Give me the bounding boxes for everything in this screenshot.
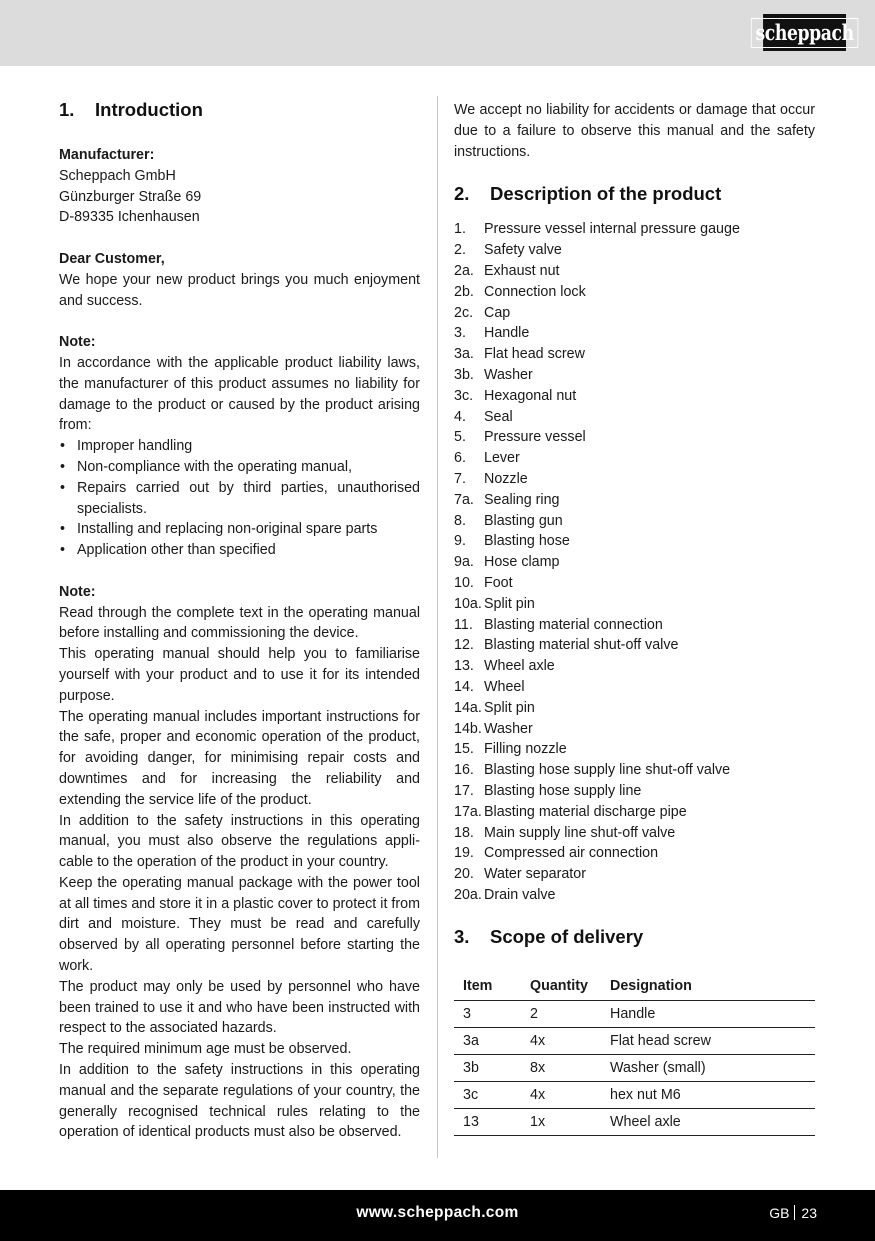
list-item [454,677,815,698]
part-name: Split pin [484,699,535,716]
part-number: 8. [454,512,466,529]
column-header: Quantity [521,973,601,1001]
list-item [454,386,815,407]
part-name: Compressed air connection [484,845,659,862]
scope-of-delivery-table [454,973,815,1136]
list-item: • Installing and replacing non-original spare parts [60,521,378,538]
part-name: Pressure vessel [484,429,586,446]
part-name: Hose clamp [484,554,560,571]
part-number: 20a. [454,886,482,903]
part-number: 20. [454,866,474,883]
paragraph: The operating manual includes important instructions for the safe, proper and economic operation of the product, for avoiding danger, for minimising repair costs and downtimes and for increasing the reliability and extending the service life of the product. [59,708,420,808]
list-item [454,511,815,532]
list-item [454,344,815,365]
part-number: 3a. [454,346,474,363]
part-name: Wheel [484,678,525,695]
language-code: GB [769,1205,790,1221]
part-number: 4. [454,408,466,425]
dear-customer-text: We hope your new product brings you much enjoyment and success. [59,271,420,309]
list-item [454,635,815,656]
table-cell: 2 [521,1000,601,1027]
part-name: Flat head screw [484,346,585,363]
part-number: 16. [454,762,474,779]
part-number: 5. [454,429,466,446]
list-item: • Application other than specified [60,542,276,559]
list-item: • Repairs carried out by third parties, unauthorised specialists. [60,479,420,517]
part-name: Blasting material shut-off valve [484,637,679,654]
part-name: Connection lock [484,283,586,300]
table-row [454,1108,815,1135]
part-number: 14. [454,678,474,695]
part-number: 2c. [454,304,474,321]
part-number: 9. [454,533,466,550]
table-row [454,1027,815,1054]
paragraph: In addition to the safety instructions in this operating manual and the separate regulations of your country, the generally recognised technical rules relating to the operation of identical products must also be observed. [59,1062,420,1141]
table-cell: 4x [521,1081,601,1108]
part-number: 1. [454,221,466,238]
table-cell: 1x [521,1108,601,1135]
part-number: 14a. [454,699,482,716]
part-number: 3c. [454,387,474,404]
list-item [454,615,815,636]
part-number: 9a. [454,554,474,571]
part-name: Lever [484,450,520,467]
table-cell: 3 [454,1000,521,1027]
table-cell: 3c [454,1081,521,1108]
list-item [454,469,815,490]
list-item: • Improper handling [60,438,193,455]
list-item [454,739,815,760]
list-item [454,282,815,303]
list-item [454,531,815,552]
column-header: Item [454,973,521,1001]
part-name: Water separator [484,866,586,883]
website-link[interactable]: www.scheppach.com [356,1204,519,1221]
liability-bullet-list [59,436,420,561]
right-column [454,100,815,1136]
table-cell: Washer (small) [601,1054,815,1081]
list-item [454,843,815,864]
table-row [454,1081,815,1108]
page-number: 23 [801,1205,817,1221]
part-name: Washer [484,720,533,737]
dear-customer-label: Dear Customer, [59,250,165,267]
part-number: 11. [454,616,473,633]
table-cell: 8x [521,1054,601,1081]
part-number: 13. [454,658,474,675]
part-number: 2b. [454,283,474,300]
list-item [454,823,815,844]
part-number: 7. [454,470,466,487]
note-label: Note: [59,583,96,600]
list-item [454,323,815,344]
part-name: Cap [484,304,511,321]
part-name: Main supply line shut-off valve [484,824,676,841]
list-item [454,594,815,615]
part-name: Drain valve [484,886,556,903]
part-name: Split pin [484,595,535,612]
part-number: 2a. [454,262,474,279]
table-cell: Wheel axle [601,1108,815,1135]
part-name: Blasting gun [484,512,563,529]
part-name: Blasting material connection [484,616,663,633]
list-item [454,781,815,802]
header-bar [0,0,875,66]
table-cell: 3b [454,1054,521,1081]
list-item [454,240,815,261]
part-number: 17a. [454,803,482,820]
column-header: Designation [601,973,815,1001]
part-number: 10. [454,574,474,591]
manufacturer-label: Manufacturer: [59,147,155,163]
list-item [454,719,815,740]
part-name: Foot [484,574,513,591]
part-number: 18. [454,824,474,841]
paragraph: The required minimum age must be observed. [59,1041,352,1058]
paragraph: In addition to the safety instructions in this operating manual, you must also observe the regulations applicable to the operation of the product in your country. [59,812,420,871]
list-item [454,365,815,386]
part-name: Filling nozzle [484,741,567,758]
table-row [454,1000,815,1027]
part-number: 19. [454,845,474,862]
paragraph: This operating manual should help you to familiarise yourself with your product and to use it for its intended purpose. [59,646,420,704]
list-item [454,219,815,240]
part-name: Safety valve [484,242,562,259]
section-heading-introduction: 1. Introduction [59,99,203,120]
part-number: 3b. [454,366,474,383]
part-name: Wheel axle [484,658,555,675]
paragraph: The product may only be used by personnel who have been trained to use it and who have been instructed with respect to the associated hazards. [59,978,420,1037]
scheppach-logo: scheppach [763,14,846,51]
section-heading-scope: 3. Scope of delivery [454,925,644,947]
section-heading-description: 2. Description of the product [454,183,722,205]
table-row [454,1054,815,1081]
part-number: 10a. [454,595,482,612]
list-item [454,303,815,324]
paragraph: Read through the complete text in the operating manual before installing and commissioning the device. [59,604,420,642]
list-item [454,885,815,906]
table-cell: Handle [601,1000,815,1027]
list-item [454,760,815,781]
list-item [454,261,815,282]
list-item [454,656,815,677]
footer-bar [0,1190,875,1241]
liability-note-text: In accordance with the applicable product liability laws, the manufacturer of this product assumes no liability for damage to the product or caused by the product arising from: [59,354,420,434]
list-item [454,407,815,428]
table-header-row [454,973,815,1001]
part-number: 12. [454,637,474,654]
table-cell: 13 [454,1108,521,1135]
paragraph: Keep the operating manual package with the power tool at all times and store it in a plastic cover to protect it from dirt and moisture. They must be read and carefully observed by all operating personnel before starting the work. [59,874,420,975]
part-name: Sealing ring [484,491,560,508]
page-indicator [769,1205,817,1221]
part-number: 7a. [454,491,474,508]
part-number: 14b. [454,720,482,737]
part-name: Washer [484,366,533,383]
part-name: Seal [484,408,513,425]
table-cell: 3a [454,1027,521,1054]
note-label: Note: [59,334,96,351]
part-name: Blasting material discharge pipe [484,803,687,820]
part-name: Exhaust nut [484,262,560,279]
list-item [454,552,815,573]
part-name: Blasting hose supply line [484,782,642,799]
part-name: Blasting hose [484,533,570,550]
part-number: 3. [454,325,466,342]
list-item [454,802,815,823]
table-cell: Flat head screw [601,1027,815,1054]
part-number: 15. [454,741,474,758]
list-item [454,698,815,719]
manufacturer-line: Scheppach GmbH [59,167,176,184]
manufacturer-line: Günzburger Straße 69 [59,188,202,205]
list-item [454,490,815,511]
part-number: 2. [454,242,466,259]
list-item [454,427,815,448]
part-name: Handle [484,325,530,342]
manufacturer-line: D-89335 Ichenhausen [59,209,200,226]
part-number: 17. [454,782,474,799]
table-cell: hex nut M6 [601,1081,815,1108]
parts-list [454,219,815,905]
liability-text: We accept no liability for accidents or damage that occur due to a failure to observe this manual and the safety instructions. [454,102,815,160]
list-item: • Non-compliance with the operating manual, [60,458,352,475]
table-cell: 4x [521,1027,601,1054]
part-number: 6. [454,450,466,467]
part-name: Hexagonal nut [484,387,577,404]
list-item [454,448,815,469]
part-name: Blasting hose supply line shut-off valve [484,762,731,779]
column-divider [437,96,438,1158]
list-item [454,573,815,594]
list-item [454,864,815,885]
part-name: Pressure vessel internal pressure gauge [484,221,740,238]
part-name: Nozzle [484,470,528,487]
left-column [59,96,420,1143]
